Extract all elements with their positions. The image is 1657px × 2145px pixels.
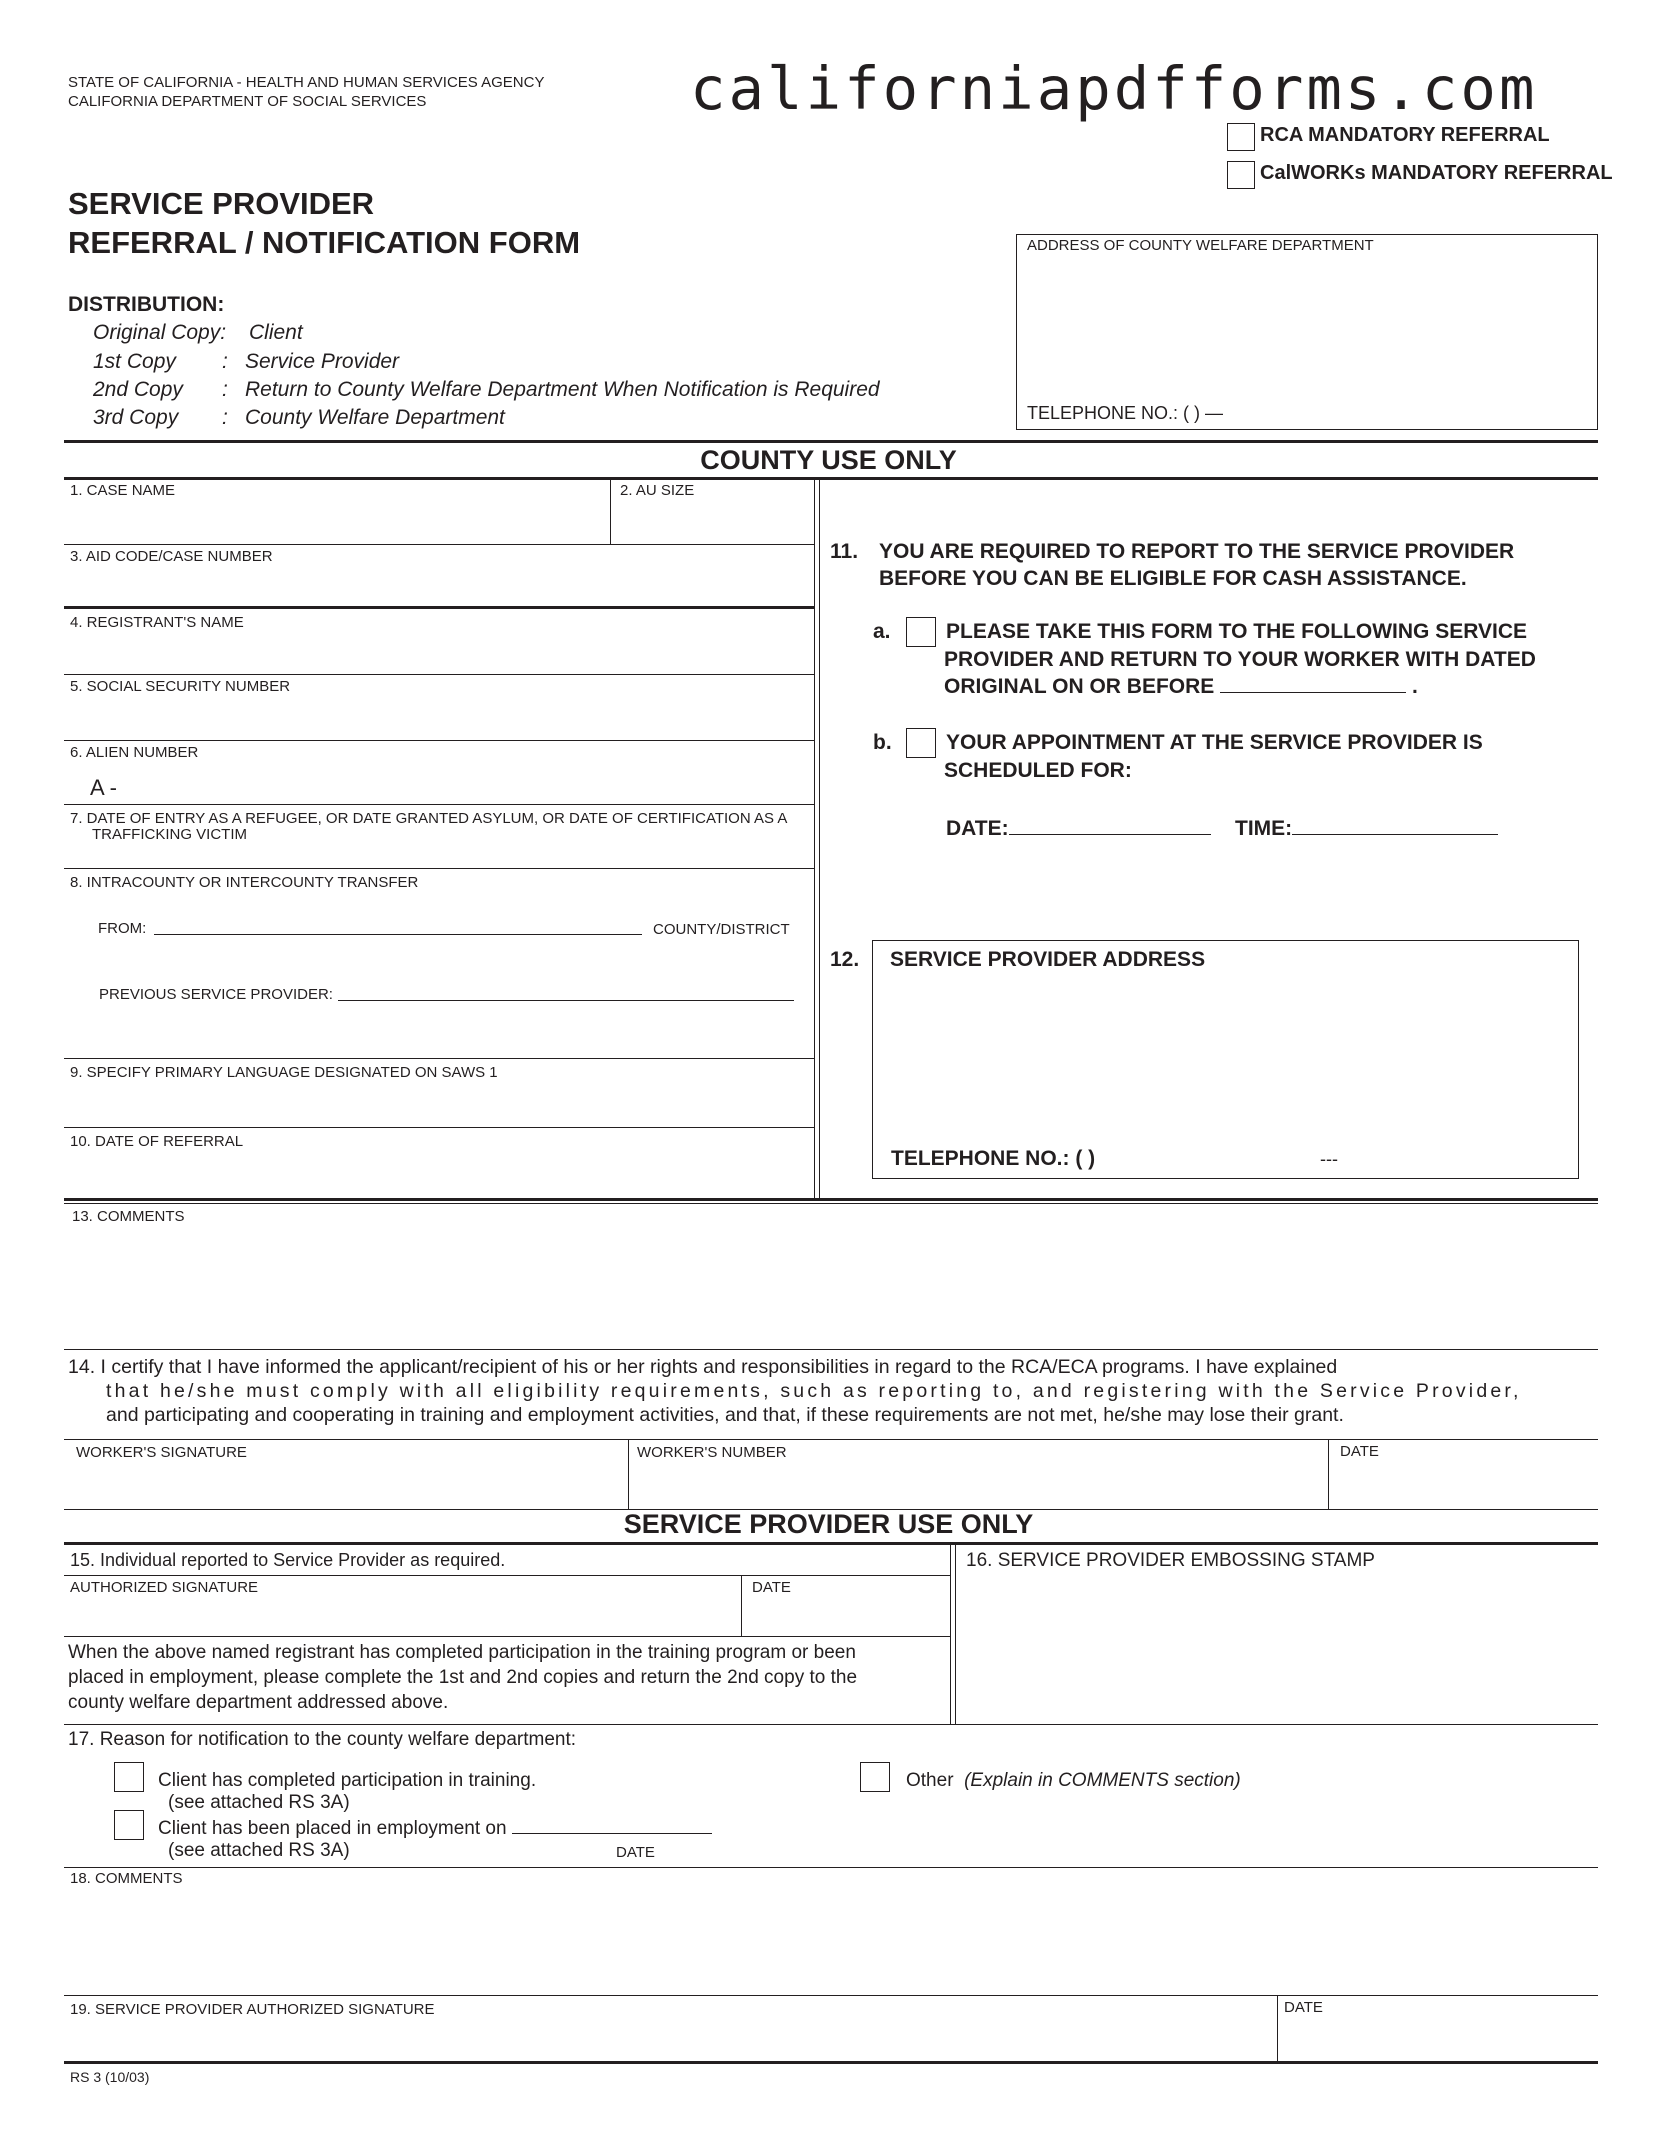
form-id: RS 3 (10/03) [70, 2069, 150, 2085]
worker-number-label: WORKER'S NUMBER [637, 1444, 787, 1461]
employment-date-blank[interactable] [512, 1833, 712, 1834]
other-label [906, 1770, 1241, 1792]
completed-training-checkbox[interactable] [114, 1762, 144, 1792]
form-title-line-2: REFERRAL / NOTIFICATION FORM [68, 225, 581, 260]
distribution-separator: : [222, 406, 228, 429]
rca-referral-label: RCA MANDATORY REFERRAL [1260, 124, 1550, 146]
divider [64, 1542, 1598, 1545]
field-line [64, 1636, 950, 1637]
previous-provider-line[interactable] [338, 1000, 794, 1001]
agency-line-2: CALIFORNIA DEPARTMENT OF SOCIAL SERVICES [68, 93, 427, 110]
divider [64, 477, 1598, 480]
appointment-time-blank[interactable] [1292, 834, 1498, 835]
field-line [64, 1575, 950, 1576]
field-line [64, 674, 814, 675]
distribution-recipient: Service Provider [245, 350, 400, 373]
watermark: californiapdfforms.com [690, 54, 1538, 123]
distribution-copy: 2nd Copy [93, 378, 183, 401]
field-divider [741, 1575, 742, 1636]
certification-line-1: 14. I certify that I have informed the applicant/recipient of his or her rights and responsibilities in regard to the RCA/ECA programs. I have explained [68, 1356, 1338, 1378]
county-district-label: COUNTY/DISTRICT [653, 921, 790, 938]
embossing-stamp-label: 16. SERVICE PROVIDER EMBOSSING STAMP [966, 1550, 1375, 1571]
field-line [64, 804, 814, 805]
county-address-box[interactable] [1016, 234, 1598, 430]
appointment-time [1235, 817, 1498, 841]
appointment-time-label: TIME: [1235, 817, 1293, 840]
item-11b-letter: b. [873, 731, 892, 754]
divider [64, 440, 1598, 443]
placed-employment-text: Client has been placed in employment on [158, 1818, 507, 1839]
service-provider-telephone: TELEPHONE NO.: ( ) [891, 1147, 1096, 1170]
item-11-number: 11. [830, 540, 859, 563]
field-divider [610, 478, 611, 544]
item-15-label: 15. Individual reported to Service Provider as required. [70, 1550, 506, 1570]
alien-number-prefix: A - [90, 775, 117, 800]
item-11a-line-3: ORIGINAL ON OR BEFORE . [944, 675, 1418, 698]
appointment-date-label: DATE: [946, 817, 1009, 840]
service-provider-address-label: SERVICE PROVIDER ADDRESS [890, 948, 1206, 971]
employment-date-caption: DATE [616, 1844, 655, 1861]
transfer-label: 8. INTRACOUNTY OR INTERCOUNTY TRANSFER [70, 874, 419, 891]
provider-signature-label: 19. SERVICE PROVIDER AUTHORIZED SIGNATURE [70, 2001, 435, 2018]
field-divider [1328, 1439, 1329, 1509]
distribution-separator: : [222, 378, 228, 401]
county-address-label: ADDRESS OF COUNTY WELFARE DEPARTMENT [1027, 237, 1374, 254]
service-provider-telephone-dash: --- [1320, 1149, 1338, 1169]
worker-date-label: DATE [1340, 1443, 1379, 1460]
other-text: Other [906, 1770, 954, 1791]
distribution-copy: 3rd Copy [93, 406, 179, 429]
distribution-separator: : [222, 350, 228, 373]
field-line [64, 868, 814, 869]
divider [64, 1724, 1598, 1725]
comments-13-label: 13. COMMENTS [72, 1208, 185, 1225]
authorized-signature-label: AUTHORIZED SIGNATURE [70, 1579, 259, 1596]
appointment-date-blank[interactable] [1009, 834, 1211, 835]
divider [64, 1995, 1598, 1996]
item-15-note-line-1: When the above named registrant has completed participation in the training program or been [68, 1642, 856, 1663]
county-use-heading: COUNTY USE ONLY [700, 445, 957, 475]
distribution-recipient: Client [249, 321, 303, 344]
distribution-label: DISTRIBUTION: [68, 293, 225, 316]
authorized-date-label: DATE [752, 1579, 791, 1596]
form-title-line-1: SERVICE PROVIDER [68, 186, 375, 221]
placed-employment-label-2: (see attached RS 3A) [168, 1840, 350, 1861]
worker-signature-label: WORKER'S SIGNATURE [76, 1444, 247, 1461]
primary-language-label: 9. SPECIFY PRIMARY LANGUAGE DESIGNATED ON SAWS 1 [70, 1064, 498, 1081]
field-divider [628, 1439, 629, 1509]
divider [64, 1198, 1598, 1201]
divider [64, 1439, 1598, 1440]
rca-referral-checkbox[interactable] [1227, 123, 1255, 151]
divider [64, 1203, 1598, 1204]
return-date-blank[interactable] [1220, 692, 1406, 693]
transfer-from-line[interactable] [154, 934, 642, 935]
item-11-line-2: BEFORE YOU CAN BE ELIGIBLE FOR CASH ASSISTANCE. [879, 567, 1467, 590]
registrant-name-label: 4. REGISTRANT'S NAME [70, 614, 244, 631]
item-15-note-line-2: placed in employment, please complete the 1st and 2nd copies and return the 2nd copy to the [68, 1667, 858, 1688]
item-11-line-1: YOU ARE REQUIRED TO REPORT TO THE SERVICE PROVIDER [879, 540, 1515, 563]
other-checkbox[interactable] [860, 1762, 890, 1792]
distribution-copy: 1st Copy [93, 350, 176, 373]
date-of-referral-label: 10. DATE OF REFERRAL [70, 1133, 244, 1150]
field-line [64, 740, 814, 741]
item-11a-line-1: PLEASE TAKE THIS FORM TO THE FOLLOWING SERVICE [946, 620, 1528, 643]
item-11a-line-3-text: ORIGINAL ON OR BEFORE [944, 675, 1215, 698]
transfer-from-label: FROM: [98, 920, 147, 937]
appointment-date [946, 817, 1211, 841]
item-11b-checkbox[interactable] [906, 728, 936, 758]
distribution-recipient: County Welfare Department [245, 406, 505, 429]
provider-use-heading: SERVICE PROVIDER USE ONLY [623, 1509, 1034, 1539]
completed-training-label-2: (see attached RS 3A) [168, 1792, 350, 1813]
divider [64, 2061, 1598, 2064]
ssn-label: 5. SOCIAL SECURITY NUMBER [70, 678, 291, 695]
date-of-entry-label-1: 7. DATE OF ENTRY AS A REFUGEE, OR DATE GRANTED ASYLUM, OR DATE OF CERTIFICATION AS A [70, 810, 788, 827]
completed-training-label-1: Client has completed participation in training. [158, 1770, 537, 1791]
certification-line-2: that he/she must comply with all eligibility requirements, such as reporting to, and registering with the Service Provider, [106, 1380, 1522, 1402]
column-divider [814, 478, 815, 1198]
calworks-referral-label: CalWORKs MANDATORY REFERRAL [1260, 162, 1613, 184]
divider [64, 1867, 1598, 1868]
au-size-label: 2. AU SIZE [620, 482, 695, 499]
certification-line-3: and participating and cooperating in training and employment activities, and that, if these requirements are not met, he/she may lose their grant. [106, 1404, 1344, 1426]
field-divider [1277, 1995, 1278, 2061]
item-11a-letter: a. [873, 620, 891, 643]
calworks-referral-checkbox[interactable] [1227, 161, 1255, 189]
other-note: (Explain in COMMENTS section) [964, 1770, 1241, 1791]
field-line [64, 1058, 814, 1059]
provider-date-label: DATE [1284, 1999, 1323, 2016]
case-name-label: 1. CASE NAME [70, 482, 176, 499]
alien-number-label: 6. ALIEN NUMBER [70, 744, 199, 761]
column-divider [950, 1544, 951, 1725]
distribution-copy: Original Copy: [93, 321, 227, 344]
item-11a-checkbox[interactable] [906, 617, 936, 647]
item-12-number: 12. [830, 948, 860, 971]
item-11b-line-1: YOUR APPOINTMENT AT THE SERVICE PROVIDER IS [946, 731, 1483, 754]
service-provider-address-box[interactable] [872, 940, 1579, 1179]
field-line [64, 1127, 814, 1128]
column-divider [955, 1544, 956, 1725]
item-11b-line-2: SCHEDULED FOR: [944, 759, 1132, 782]
placed-employment-label-1 [158, 1818, 712, 1840]
distribution-recipient: Return to County Welfare Department When Notification is Required [245, 378, 880, 401]
aid-code-label: 3. AID CODE/CASE NUMBER [70, 548, 273, 565]
comments-18-label: 18. COMMENTS [70, 1870, 183, 1887]
column-divider [819, 478, 820, 1198]
divider [64, 1349, 1598, 1350]
previous-provider-label: PREVIOUS SERVICE PROVIDER: [99, 986, 333, 1003]
placed-employment-checkbox[interactable] [114, 1810, 144, 1840]
item-15-note-line-3: county welfare department addressed above. [68, 1692, 449, 1713]
item-11a-line-2: PROVIDER AND RETURN TO YOUR WORKER WITH DATED [944, 648, 1536, 671]
field-line [64, 606, 814, 609]
field-line [64, 544, 814, 545]
agency-line-1: STATE OF CALIFORNIA - HEALTH AND HUMAN SERVICES AGENCY [68, 74, 545, 91]
item-17-label: 17. Reason for notification to the county welfare department: [68, 1729, 577, 1750]
county-telephone: TELEPHONE NO.: ( ) — [1027, 403, 1224, 423]
date-of-entry-label-2: TRAFFICKING VICTIM [92, 826, 247, 843]
